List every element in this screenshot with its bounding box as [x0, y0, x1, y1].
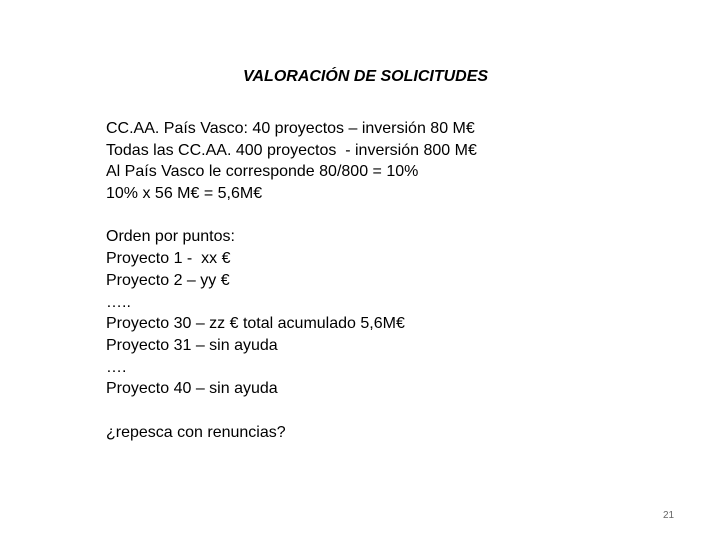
- text-line: Todas las CC.AA. 400 proyectos - inversión 800 M€: [106, 141, 477, 159]
- text-line: CC.AA. País Vasco: 40 proyectos – inversión 80 M€: [106, 120, 475, 137]
- slide-title: VALORACIÓN DE SOLICITUDES: [243, 68, 489, 85]
- text-line: …..: [106, 293, 131, 311]
- text-line: Proyecto 30 – zz € total acumulado 5,6M€: [106, 315, 405, 333]
- text-line: Proyecto 1 - xx €: [106, 250, 231, 268]
- text-line: Proyecto 40 – sin ayuda: [106, 380, 278, 398]
- text-line: 10% x 56 M€ = 5,6M€: [106, 185, 263, 203]
- text-line: ¿repesca con renuncias?: [106, 423, 286, 441]
- text-line: Orden por puntos:: [106, 228, 235, 246]
- text-line: Proyecto 2 – yy €: [106, 271, 230, 289]
- slide-body: [106, 118, 477, 443]
- text-line: ….: [106, 358, 127, 376]
- text-line: Proyecto 31 – sin ayuda: [106, 336, 278, 354]
- text-line: Al País Vasco le corresponde 80/800 = 10%: [106, 163, 419, 181]
- paragraph-spacer: [106, 400, 477, 422]
- page-number: 21: [663, 510, 675, 521]
- paragraph-spacer: [106, 205, 477, 227]
